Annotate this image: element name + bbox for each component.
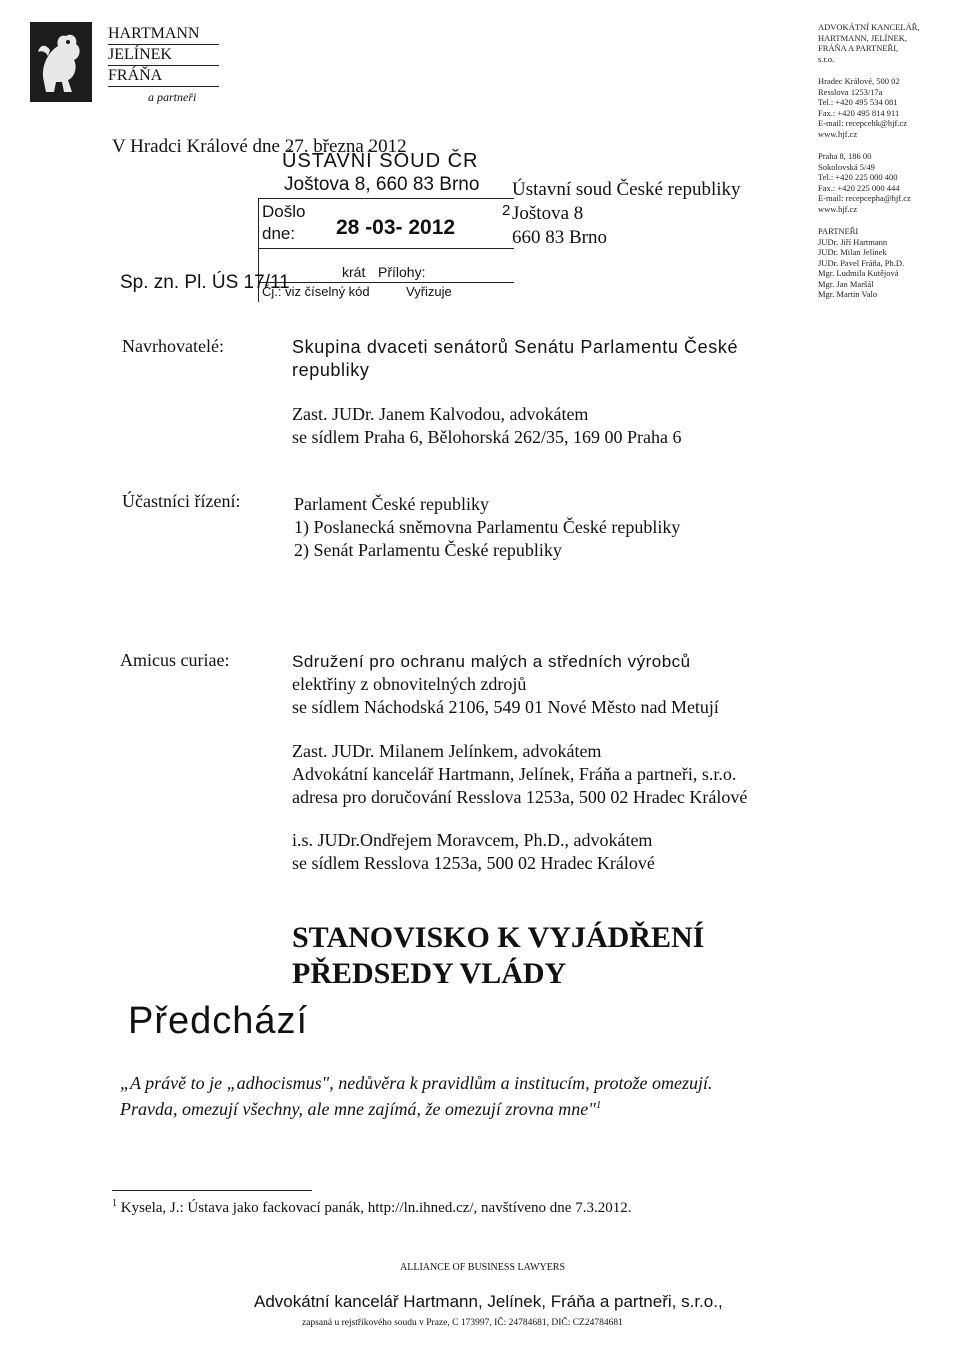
amicus-rep3: adresa pro doručování Resslova 1253a, 500 02 Hradec Králové bbox=[292, 787, 748, 807]
stamp-cj: Čj.: viz číselný kód bbox=[262, 284, 370, 299]
office-hk-line: Tel.: +420 495 534 081 bbox=[818, 97, 898, 107]
office-hk-line: Resslova 1253/17a bbox=[818, 86, 883, 97]
footer-registration: zapsaná u rejstříkového soudu v Praze, C 173997, IČ: 24784681, DIČ: CZ24784681 bbox=[302, 1318, 623, 1328]
heading-line2: PŘEDSEDY VLÁDY bbox=[292, 957, 567, 990]
office-praha-line: Sokolovská 5/49 bbox=[818, 161, 875, 172]
firm-logo bbox=[30, 22, 92, 102]
letterhead-firm-name bbox=[108, 24, 219, 107]
partner-name: Mgr. Ludmila Kutějová bbox=[818, 268, 899, 278]
office-praha-line: Praha 8, 186 00 bbox=[818, 151, 872, 161]
address-line2: Joštova 8 bbox=[512, 203, 584, 224]
office-hk-line: Hradec Králové, 500 02 bbox=[818, 76, 900, 86]
parties-line2: 1) Poslanecká sněmovna Parlamentu České republiky bbox=[294, 517, 681, 537]
office-hk-web: www.hjf.cz bbox=[818, 128, 858, 139]
address-line1: Ústavní soud České republiky bbox=[512, 179, 741, 200]
quote-block bbox=[120, 1072, 840, 1120]
document-heading bbox=[292, 920, 704, 992]
amicus-line3: se sídlem Náchodská 2106, 549 01 Nové Město nad Metují bbox=[292, 697, 719, 717]
stamp-krat: krát bbox=[342, 264, 366, 280]
petitioners-line2: republiky bbox=[292, 360, 370, 380]
firm-line: FRÁŇA A PARTNEŘI, bbox=[818, 43, 899, 53]
partners-title: PARTNEŘI bbox=[818, 226, 859, 236]
office-praha-line: Tel.: +420 225 000 400 bbox=[818, 172, 898, 182]
firm-line: ADVOKÁTNÍ KANCELÁŘ, bbox=[818, 22, 920, 32]
address-line3: 660 83 Brno bbox=[512, 227, 607, 248]
parties-label: Účastníci řízení: bbox=[122, 491, 241, 511]
partner-name: JUDr. Pavel Fráňa, Ph.D. bbox=[818, 257, 905, 268]
stamp-court: ÚSTAVNÍ SOUD ČR bbox=[282, 150, 479, 172]
partner-name: JUDr. Milan Jelínek bbox=[818, 247, 887, 257]
office-praha-email: E-mail: recepcepha@hjf.cz bbox=[818, 193, 911, 203]
parties-line1: Parlament České republiky bbox=[294, 494, 489, 514]
court-receipt-stamp bbox=[254, 146, 524, 306]
quote-line1: „A právě to je „adhocismus", nedůvěra k pravidlům a institucím, protože omezují. bbox=[120, 1073, 713, 1093]
amicus-rep2: Advokátní kancelář Hartmann, Jelínek, Fráňa a partneři, s.r.o. bbox=[292, 764, 737, 784]
stamp-street: Joštova 8, 660 83 Brno bbox=[284, 174, 480, 195]
petitioners-line1: Skupina dvaceti senátorů Senátu Parlamentu České bbox=[292, 337, 739, 357]
stamp-doslo: Došlo bbox=[262, 202, 306, 221]
firm-name-line4: a partneři bbox=[148, 90, 197, 104]
office-praha-line: Fax.: +420 225 000 444 bbox=[818, 182, 900, 193]
section-title-predchazi: Předchází bbox=[128, 1000, 309, 1042]
footnote: $^1$ Kysela, J.: Ústava jako fackovací panák, http://ln.ihned.cz/, navštíveno dne 7.3.2012. bbox=[112, 1198, 632, 1216]
amicus-rep4: i.s. JUDr.Ondřejem Moravcem, Ph.D., advokátem bbox=[292, 830, 653, 850]
petitioners-rep2: se sídlem Praha 6, Bělohorská 262/35, 169 00 Praha 6 bbox=[292, 427, 682, 447]
amicus-rep5: se sídlem Resslova 1253a, 500 02 Hradec Králové bbox=[292, 853, 655, 873]
office-hk-email: E-mail: recepcehk@hjf.cz bbox=[818, 118, 908, 128]
office-hk-line: Fax.: +420 495 814 911 bbox=[818, 107, 900, 118]
stamp-page-number: 2 bbox=[502, 202, 511, 219]
parties-line3: 2) Senát Parlamentu České republiky bbox=[294, 540, 562, 560]
stamp-prilohy: Přílohy: bbox=[378, 264, 426, 280]
alliance-logo-text: ALLIANCE OF BUSINESS LAWYERS bbox=[400, 1262, 566, 1273]
lion-emblem-icon bbox=[30, 22, 92, 102]
amicus-line1: Sdružení pro ochranu malých a středních výrobců bbox=[292, 652, 691, 671]
date-line: V Hradci Králové dne 27. března 2012 bbox=[112, 136, 407, 157]
firm-name-line1: HARTMANN bbox=[108, 24, 219, 45]
heading-line1: STANOVISKO K VYJÁDŘENÍ bbox=[292, 921, 705, 954]
contact-column bbox=[818, 22, 958, 300]
stamp-dne: dne: bbox=[262, 224, 296, 243]
office-praha-web: www.hjf.cz bbox=[818, 203, 858, 214]
petitioners-label: Navrhovatelé: bbox=[122, 336, 224, 356]
firm-name-line2: JELÍNEK bbox=[108, 45, 219, 66]
amicus-rep1: Zast. JUDr. Milanem Jelínkem, advokátem bbox=[292, 741, 602, 761]
recipient-address bbox=[512, 178, 741, 250]
firm-line: HARTMANN, JELÍNEK, bbox=[818, 32, 907, 43]
partner-name: Mgr. Jan Maršál bbox=[818, 278, 874, 289]
stamp-date: 28 -03- 2012 bbox=[336, 216, 456, 239]
firm-line: s.r.o. bbox=[818, 53, 835, 64]
stamp-vyrizuje: Vyřizuje bbox=[406, 284, 452, 299]
amicus-line2: elektřiny z obnovitelných zdrojů bbox=[292, 674, 527, 694]
quote-line2: Pravda, omezují všechny, ale mne zajímá, že omezují zrovna mne"$^1$ bbox=[120, 1099, 602, 1119]
partner-name: JUDr. Jiří Hartmann bbox=[818, 236, 888, 247]
case-number: Sp. zn. Pl. ÚS 17/11 bbox=[120, 272, 290, 293]
footer-firm-name: Advokátní kancelář Hartmann, Jelínek, Fráňa a partneři, s.r.o., bbox=[254, 1292, 723, 1311]
petitioners-rep1: Zast. JUDr. Janem Kalvodou, advokátem bbox=[292, 404, 589, 424]
partner-name: Mgr. Martin Valo bbox=[818, 289, 878, 299]
firm-name-line3: FRÁŇA bbox=[108, 66, 219, 87]
amicus-label: Amicus curiae: bbox=[120, 650, 230, 670]
